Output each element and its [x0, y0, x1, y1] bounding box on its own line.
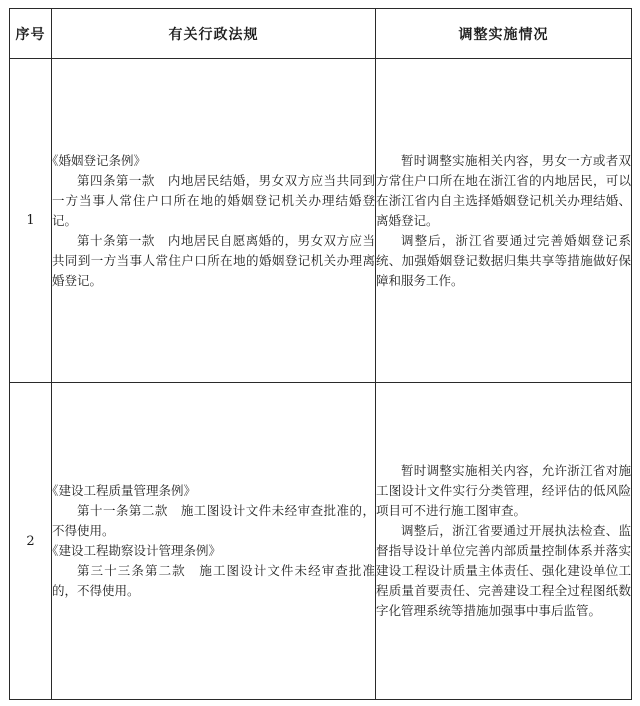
header-regulations: 有关行政法规 — [52, 9, 376, 59]
table-row — [10, 59, 632, 383]
header-adjustment: 调整实施情况 — [376, 9, 632, 59]
regulation-title: 《建设工程勘察设计管理条例》 — [46, 543, 222, 558]
regulation-title: 《建设工程质量管理条例》 — [46, 483, 197, 498]
header-row — [10, 9, 632, 59]
header-serial-number: 序号 — [10, 9, 52, 59]
adjustment-paragraph: 暂时调整实施相关内容，允许浙江省对施工图设计文件实行分类管理，经评估的低风险项目可不进行施工图审查。 — [376, 463, 631, 518]
adjustment-paragraph: 调整后，浙江省要通过完善婚姻登记系统、加强婚姻登记数据归集共享等措施做好保障和服务工作。 — [376, 232, 631, 288]
regulation-clause: 第十一条第二款 施工图设计文件未经审查批准的，不得使用。 — [52, 503, 375, 538]
table-row — [10, 383, 632, 700]
regulations-cell — [46, 59, 376, 383]
row-number: 2 — [10, 383, 52, 700]
regulation-clause: 第四条第一款 内地居民结婚，男女双方应当共同到一方当事人常住户口所在地的婚姻登记机关办理结婚登记。 — [52, 172, 375, 228]
adjustment-paragraph: 调整后，浙江省要通过开展执法检查、监督指导设计单位完善内部质量控制体系并落实建设工程设计质量主体责任、强化建设单位工程质量首要责任、完善建设工程全过程图纸数字化管理系统等措施加强事中事后监管。 — [376, 523, 631, 618]
adjustment-cell — [376, 383, 632, 700]
regulation-title: 《婚姻登记条例》 — [46, 152, 147, 168]
adjustment-cell — [376, 59, 632, 383]
regulation-clause: 第十条第一款 内地居民自愿离婚的，男女双方应当共同到一方当事人常住户口所在地的婚姻登记机关办理离婚登记。 — [52, 232, 375, 288]
regulation-table — [9, 8, 632, 700]
regulations-cell — [46, 383, 376, 700]
row-number: 1 — [10, 59, 52, 383]
regulation-clause: 第三十三条第二款 施工图设计文件未经审查批准的，不得使用。 — [52, 563, 375, 598]
adjustment-paragraph: 暂时调整实施相关内容，男女一方或者双方常住户口所在地在浙江省的内地居民，可以在浙江省内自主选择婚姻登记机关办理结婚、离婚登记。 — [376, 152, 631, 228]
